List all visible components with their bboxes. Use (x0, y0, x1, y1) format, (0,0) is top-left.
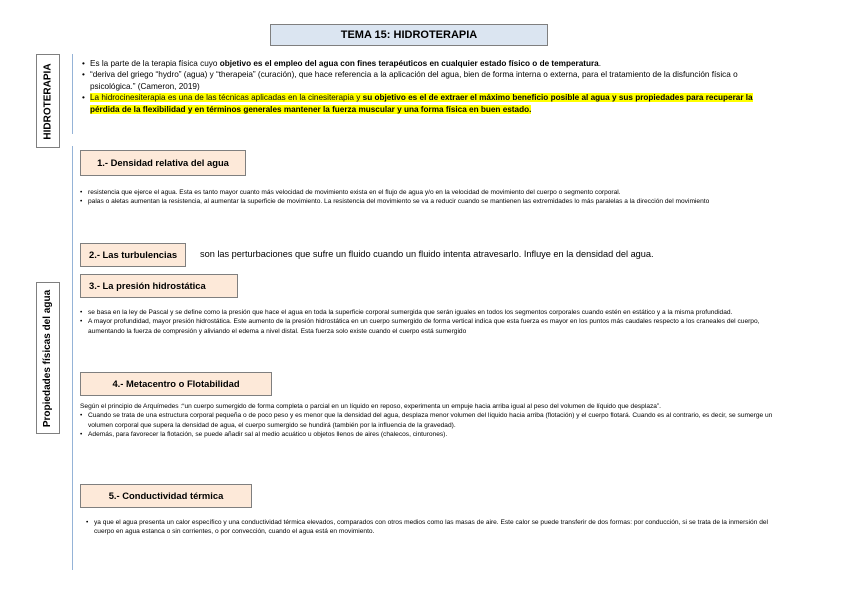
page-title: TEMA 15: HIDROTERAPIA (270, 24, 548, 46)
section-5-bullet-1: • ya que el agua presenta un calor específico y una conductividad térmica elevados, comparados con otros medios como las masas de aire. Este calor se puede transferir de dos formas: por conducción, si se trata de la inmersión del cuerpo en agua estanca o sin corrientes, o por convección, cuando el agua está en movimiento. (86, 518, 780, 537)
section-4-title: 4.- Metacentro o Flotabilidad (80, 372, 272, 396)
section-3-bullet-1: • se basa en la ley de Pascal y se define como la presión que hace el agua en toda la superficie corporal sumergida que serán iguales en todos los segmentos corporales cuando estén en estático y a la misma profundidad. (80, 308, 780, 317)
properties-bracket (72, 146, 73, 570)
intro-block (82, 58, 772, 115)
section-2-title: 2.- Las turbulencias (80, 243, 186, 267)
section-4-bullet-2: • Además, para favorecer la flotación, se puede añadir sal al medio acuático u objetos llenos de aires (chalecos, cinturones). (80, 430, 780, 439)
section-3-title: 3.- La presión hidrostática (80, 274, 238, 298)
section-2-text: son las perturbaciones que sufre un fluido cuando un fluido intenta atravesarlo. Influye en la densidad del agua. (200, 249, 654, 259)
section-5-content (86, 518, 780, 537)
intro-bullet-1: • Es la parte de la terapia física cuyo objetivo es el empleo del agua con fines terapéuticos en cualquier estado físico o de temperatura. (82, 58, 772, 69)
section-1-bullet-1: • resistencia que ejerce el agua. Esta es tanto mayor cuanto más velocidad de movimiento exista en el flujo de agua y/o en la velocidad de movimiento del cuerpo o segmento corporal. (80, 188, 780, 197)
section-3-content (80, 308, 780, 336)
section-4-content (80, 402, 780, 440)
side-label-propiedades (36, 282, 60, 434)
intro-bullet-3: • La hidrocinesiterapia es una de las técnicas aplicadas en la cinesiterapia y su objetivo es el de extraer el máximo beneficio posible al agua y sus propiedades para recuperar la pérdida de la flexibilidad y en términos generales mantener la fuerza muscular y una forma física en buen estado. (82, 92, 772, 115)
side-label-hidroterapia-text: HIDROTERAPIA (42, 62, 54, 140)
side-label-propiedades-text: Propiedades físicas del agua (42, 289, 54, 427)
section-5-title: 5.- Conductividad térmica (80, 484, 252, 508)
side-label-hidroterapia (36, 54, 60, 148)
section-1-bullet-2: • palas o aletas aumentan la resistencia, al aumentar la superficie de movimiento. La resistencia del movimiento se va a reducir cuando se mantienen las extremidades lo más paralelas a la dirección del movimiento (80, 197, 780, 206)
section-4-bullet-1: • Cuando se trata de una estructura corporal pequeña o de poco peso y es menor que la densidad del agua, desplaza menor volumen del líquido hacia arriba (flotación) y el cuerpo flotará. Cuando es al contrario, es decir, se sumerge un volumen corporal que supera la densidad de agua, el cuerpo sumergido se hundirá (también por la influencia de la gravedad). (80, 411, 780, 430)
section-3-bullet-2: • A mayor profundidad, mayor presión hidrostática. Este aumento de la presión hidrostática en un cuerpo sumergido de forma vertical indica que esta fuerza es mayor en los puntos más caudales respecto a los craneales del cuerpo, aumentando la fuerza de compresión y aliviando el edema a nivel distal. Esta fuerza solo existe cuando el cuerpo está sumergido (80, 317, 780, 336)
section-1-content (80, 188, 780, 207)
intro-bracket (72, 54, 73, 134)
section-1-title: 1.- Densidad relativa del agua (80, 150, 246, 176)
intro-bullet-2: • “deriva del griego “hydro” (agua) y “therapeia” (curación), que hace referencia a la aplicación del agua, bien de forma interna o externa, para el tratamiento de la disfunción física o psicológica.” (Cameron, 2019) (82, 69, 772, 92)
section-4-intro: Según el principio de Arquímedes :“un cuerpo sumergido de forma completa o parcial en un líquido en reposo, experimenta un empuje hacia arriba igual al peso del volumen de líquido que desplaza”. (80, 403, 661, 410)
